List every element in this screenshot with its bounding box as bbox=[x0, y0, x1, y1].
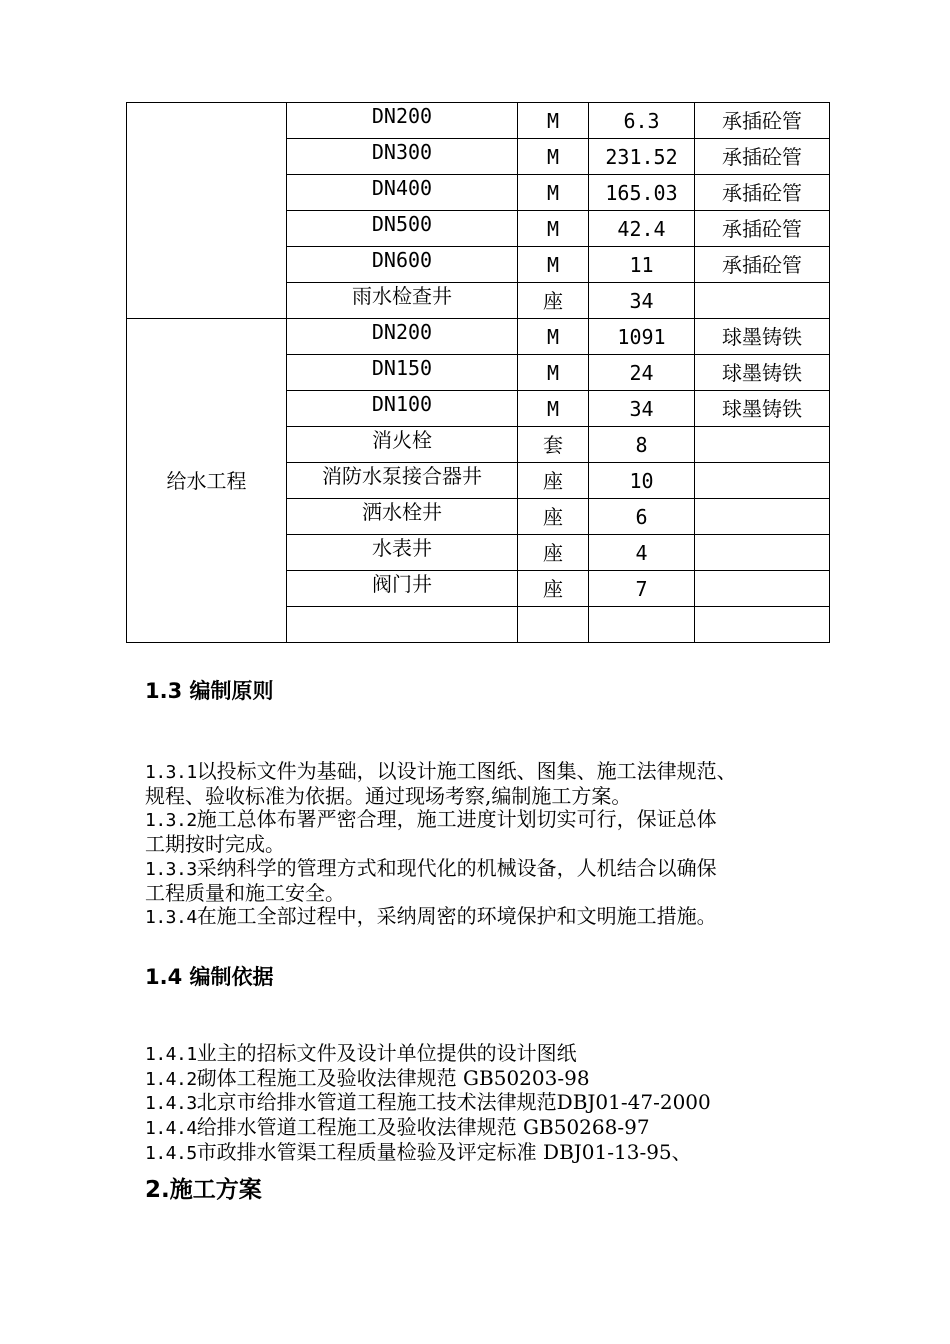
note-cell bbox=[695, 607, 830, 643]
note-cell: 承插砼管 bbox=[695, 139, 830, 175]
item-text: 砌体工程施工及验收法律规范 GB50203-98 bbox=[196, 1065, 590, 1090]
note-cell bbox=[695, 427, 830, 463]
item-number: 1.3.4 bbox=[145, 907, 197, 929]
item-number: 1.4.5 bbox=[145, 1142, 197, 1164]
item-number: 1.3.3 bbox=[145, 858, 197, 880]
section-1-3-body bbox=[145, 760, 835, 930]
item-text: 北京市给排水管道工程施工技术法律规范DBJ01-47-2000 bbox=[196, 1090, 711, 1115]
item-number: 1.4.3 bbox=[145, 1093, 197, 1115]
spec-cell: 阀门井 bbox=[287, 571, 518, 607]
note-cell: 承插砼管 bbox=[695, 175, 830, 211]
qty-cell: 34 bbox=[589, 391, 695, 427]
paragraph-line: 工期按时完成。 bbox=[145, 832, 285, 857]
item-text: 以投标文件为基础，以设计施工图纸、图集、施工法律规范、 bbox=[196, 759, 737, 783]
spec-cell: 洒水栓井 bbox=[287, 499, 518, 535]
unit-cell: M bbox=[518, 211, 589, 247]
qty-cell: 11 bbox=[589, 247, 695, 283]
reference-line bbox=[145, 1042, 835, 1067]
spec-cell: 雨水检查井 bbox=[287, 283, 518, 319]
section-heading-1-4: 1.4 编制依据 bbox=[145, 965, 274, 989]
unit-cell: 座 bbox=[518, 463, 589, 499]
spec-cell: DN200 bbox=[287, 319, 518, 355]
item-number: 1.4.4 bbox=[145, 1118, 197, 1140]
spec-cell: DN400 bbox=[287, 175, 518, 211]
item-text: 给排水管道工程施工及验收法律规范 GB50268-97 bbox=[196, 1115, 650, 1140]
spec-cell: 消火栓 bbox=[287, 427, 518, 463]
spec-cell bbox=[287, 607, 518, 643]
spec-cell: DN500 bbox=[287, 211, 518, 247]
item-text: 市政排水管渠工程质量检验及评定标准 DBJ01-13-95、 bbox=[196, 1139, 692, 1164]
paragraph-line bbox=[145, 760, 835, 785]
item-text: 施工总体布署严密合理，施工进度计划切实可行，保证总体 bbox=[196, 807, 717, 832]
qty-cell: 231.52 bbox=[589, 139, 695, 175]
table-row bbox=[127, 319, 830, 355]
qty-cell: 4 bbox=[589, 535, 695, 571]
qty-cell: 8 bbox=[589, 427, 695, 463]
spec-cell: 水表井 bbox=[287, 535, 518, 571]
section-heading-2: 2.施工方案 bbox=[145, 1177, 262, 1203]
quantity-table bbox=[126, 102, 830, 643]
unit-cell: M bbox=[518, 103, 589, 139]
qty-cell: 1091 bbox=[589, 319, 695, 355]
reference-line bbox=[145, 1141, 835, 1166]
reference-line bbox=[145, 1091, 835, 1116]
note-cell bbox=[695, 535, 830, 571]
item-number: 1.3.1 bbox=[145, 762, 197, 783]
paragraph-line: 规程、验收标准为依据。通过现场考察,编制施工方案。 bbox=[145, 783, 632, 808]
unit-cell: 座 bbox=[518, 499, 589, 535]
unit-cell: 套 bbox=[518, 427, 589, 463]
paragraph-line bbox=[145, 808, 835, 833]
qty-cell: 10 bbox=[589, 463, 695, 499]
paragraph-line bbox=[145, 857, 835, 882]
note-cell bbox=[695, 283, 830, 319]
qty-cell: 165.03 bbox=[589, 175, 695, 211]
paragraph-line: 工程质量和施工安全。 bbox=[145, 880, 345, 905]
note-cell: 球墨铸铁 bbox=[695, 355, 830, 391]
unit-cell bbox=[518, 607, 589, 643]
unit-cell: M bbox=[518, 391, 589, 427]
paragraph-line bbox=[145, 905, 835, 930]
unit-cell: 座 bbox=[518, 535, 589, 571]
spec-cell: DN100 bbox=[287, 391, 518, 427]
note-cell bbox=[695, 499, 830, 535]
note-cell: 承插砼管 bbox=[695, 247, 830, 283]
unit-cell: 座 bbox=[518, 283, 589, 319]
section-heading-1-3: 1.3 编制原则 bbox=[145, 679, 274, 703]
qty-cell: 42.4 bbox=[589, 211, 695, 247]
qty-cell: 24 bbox=[589, 355, 695, 391]
group-cell bbox=[127, 103, 287, 319]
spec-cell: DN150 bbox=[287, 355, 518, 391]
item-number: 1.3.2 bbox=[145, 810, 197, 832]
note-cell: 承插砼管 bbox=[695, 211, 830, 247]
note-cell: 球墨铸铁 bbox=[695, 319, 830, 355]
group-cell-water-supply: 给水工程 bbox=[127, 319, 287, 643]
qty-cell: 6.3 bbox=[589, 103, 695, 139]
spec-cell: DN600 bbox=[287, 247, 518, 283]
spec-cell: DN200 bbox=[287, 103, 518, 139]
item-text: 业主的招标文件及设计单位提供的设计图纸 bbox=[196, 1041, 577, 1065]
unit-cell: M bbox=[518, 175, 589, 211]
qty-cell bbox=[589, 607, 695, 643]
spec-cell: DN300 bbox=[287, 139, 518, 175]
note-cell bbox=[695, 463, 830, 499]
note-cell: 承插砼管 bbox=[695, 103, 830, 139]
table-row bbox=[127, 103, 830, 139]
unit-cell: M bbox=[518, 355, 589, 391]
unit-cell: 座 bbox=[518, 571, 589, 607]
item-number: 1.4.2 bbox=[145, 1068, 197, 1090]
note-cell: 球墨铸铁 bbox=[695, 391, 830, 427]
unit-cell: M bbox=[518, 247, 589, 283]
item-text: 在施工全部过程中，采纳周密的环境保护和文明施工措施。 bbox=[196, 904, 717, 929]
section-1-4-body bbox=[145, 1042, 835, 1166]
reference-line bbox=[145, 1116, 835, 1141]
qty-cell: 6 bbox=[589, 499, 695, 535]
qty-cell: 7 bbox=[589, 571, 695, 607]
unit-cell: M bbox=[518, 319, 589, 355]
reference-line bbox=[145, 1067, 835, 1092]
unit-cell: M bbox=[518, 139, 589, 175]
item-number: 1.4.1 bbox=[145, 1044, 197, 1065]
note-cell bbox=[695, 571, 830, 607]
qty-cell: 34 bbox=[589, 283, 695, 319]
spec-cell: 消防水泵接合器井 bbox=[287, 463, 518, 499]
item-text: 采纳科学的管理方式和现代化的机械设备，人机结合以确保 bbox=[196, 855, 717, 880]
